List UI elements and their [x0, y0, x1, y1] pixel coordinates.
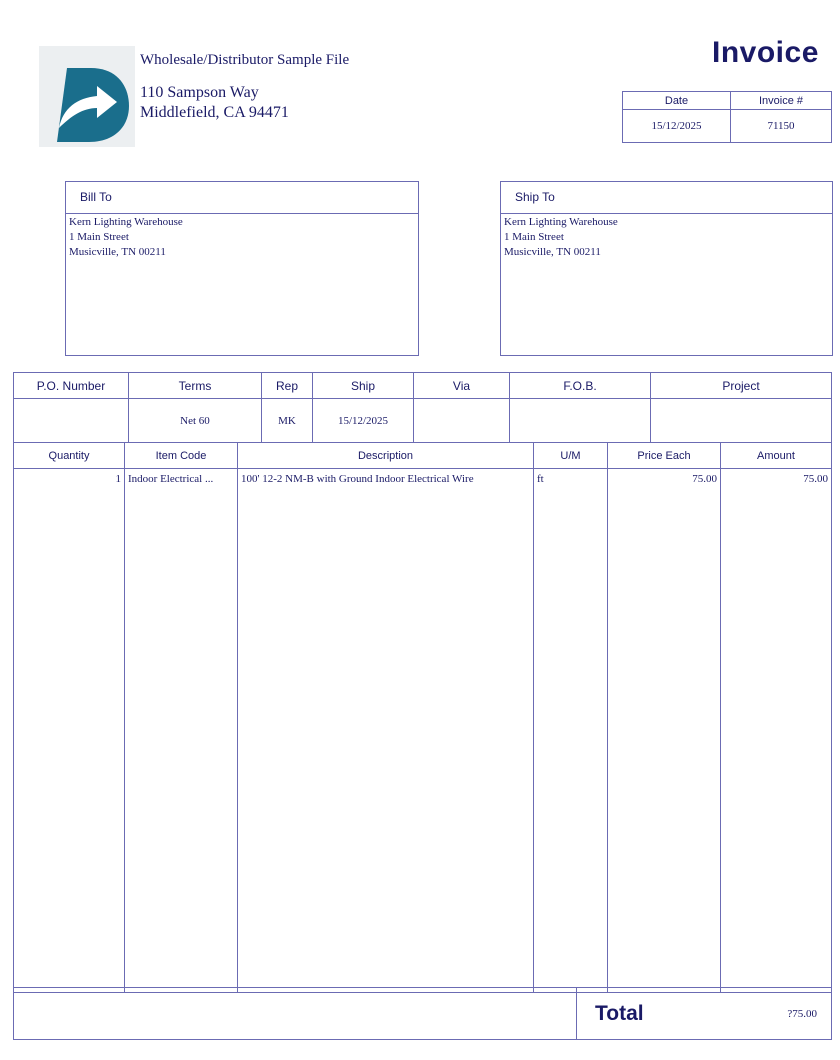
invoice-meta-table [622, 91, 832, 143]
company-name: Wholesale/Distributor Sample File [140, 52, 350, 68]
item-amount: 75.00 [721, 469, 832, 993]
po-number-value [14, 399, 129, 443]
project-header: Project [651, 373, 832, 399]
company-address [140, 83, 289, 123]
quantity-header: Quantity [14, 443, 125, 469]
address-line-2: Middlefield, CA 94471 [140, 104, 289, 121]
bill-to-line: 1 Main Street [69, 231, 129, 243]
amount-header: Amount [721, 443, 832, 469]
date-header: Date [623, 92, 731, 110]
item-quantity: 1 [14, 469, 125, 993]
invoice-date: 15/12/2025 [623, 110, 731, 143]
bill-to-label: Bill To [66, 182, 418, 214]
invoice-number-header: Invoice # [731, 92, 832, 110]
ship-date-value: 15/12/2025 [313, 399, 414, 443]
total-spacer [14, 988, 577, 1040]
total-table [13, 987, 832, 1040]
ship-to-label: Ship To [501, 182, 832, 214]
document-title: Invoice [712, 36, 819, 69]
ship-to-address [501, 214, 832, 261]
bill-to-address [66, 214, 418, 261]
via-value [414, 399, 510, 443]
item-code: Indoor Electrical ... [125, 469, 238, 993]
ship-to-line: Musicville, TN 00211 [504, 246, 601, 258]
item-description: 100' 12-2 NM-B with Ground Indoor Electrical Wire [238, 469, 534, 993]
item-price-each: 75.00 [608, 469, 721, 993]
item-code-header: Item Code [125, 443, 238, 469]
ship-header: Ship [313, 373, 414, 399]
rep-header: Rep [262, 373, 313, 399]
terms-table [13, 372, 832, 443]
table-row [14, 469, 832, 993]
ship-to-line: 1 Main Street [504, 231, 564, 243]
terms-header: Terms [129, 373, 262, 399]
line-items-table [13, 442, 832, 993]
description-header: Description [238, 443, 534, 469]
price-each-header: Price Each [608, 443, 721, 469]
total-label: Total [577, 988, 726, 1040]
project-value [651, 399, 832, 443]
invoice-number: 71150 [731, 110, 832, 143]
item-um: ft [534, 469, 608, 993]
bill-to-line: Kern Lighting Warehouse [69, 216, 183, 228]
terms-value: Net 60 [129, 399, 262, 443]
rep-value: MK [262, 399, 313, 443]
bill-to-box [65, 181, 419, 356]
total-value: ?75.00 [725, 988, 832, 1040]
via-header: Via [414, 373, 510, 399]
um-header: U/M [534, 443, 608, 469]
fob-value [510, 399, 651, 443]
ship-to-box [500, 181, 833, 356]
address-line-1: 110 Sampson Way [140, 84, 259, 101]
po-number-header: P.O. Number [14, 373, 129, 399]
bill-to-line: Musicville, TN 00211 [69, 246, 166, 258]
company-logo [39, 46, 135, 147]
fob-header: F.O.B. [510, 373, 651, 399]
d-arrow-logo-icon [39, 46, 135, 147]
ship-to-line: Kern Lighting Warehouse [504, 216, 618, 228]
